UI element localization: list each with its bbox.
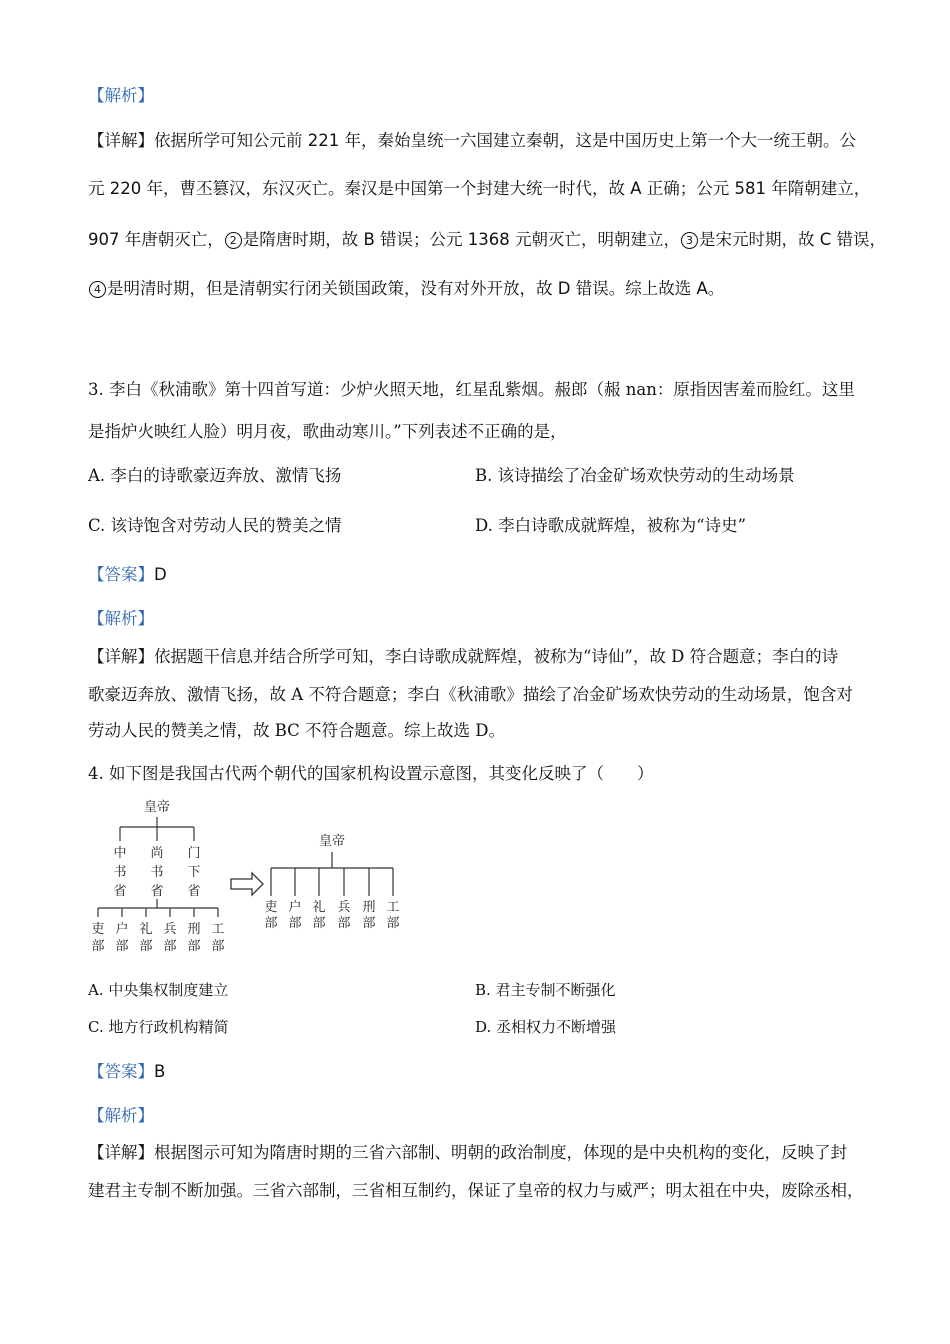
circled-number: 3 xyxy=(681,232,698,249)
svg-text:部: 部 xyxy=(115,939,129,954)
left-province-label xyxy=(113,845,126,899)
q4-answer: 【答案】B xyxy=(88,1062,166,1081)
q3-analysis-label: 【解析】 xyxy=(88,609,154,628)
q3-stem-line-1: 3. 李白《秋浦歌》第十四首写道：少炉火照天地，红星乱紫烟。赧郎（赧 nan：原指因害羞而脸红。这里 xyxy=(88,380,855,399)
svg-text:省: 省 xyxy=(113,884,127,899)
left-ministry-label xyxy=(187,922,200,954)
q2-detail-line-1: 【详解】依据所学可知公元前 221 年，秦始皇统一六国建立秦朝，这是中国历史上第一个大一统王朝。公 xyxy=(88,131,856,150)
svg-text:礼: 礼 xyxy=(312,900,326,915)
svg-text:部: 部 xyxy=(288,916,302,931)
q4-detail-line-2: 建君主专制不断加强。三省六部制，三省相互制约，保证了皇帝的权力与威严；明太祖在中央，废除丞相， xyxy=(88,1181,864,1200)
svg-text:刑: 刑 xyxy=(187,922,201,937)
svg-text:部: 部 xyxy=(264,916,278,931)
left-province-label xyxy=(187,846,200,899)
svg-text:省: 省 xyxy=(187,884,201,899)
svg-text:部: 部 xyxy=(91,939,105,954)
svg-text:礼: 礼 xyxy=(139,922,153,937)
svg-text:部: 部 xyxy=(312,916,326,931)
svg-text:部: 部 xyxy=(337,916,351,931)
svg-text:兵: 兵 xyxy=(337,900,351,915)
svg-text:书: 书 xyxy=(150,865,164,880)
left-ministry-label xyxy=(115,922,128,954)
svg-text:工: 工 xyxy=(211,922,225,937)
svg-text:门: 门 xyxy=(187,846,201,861)
q3-detail-line-2: 歌豪迈奔放、激情飞扬，故 A 不符合题意；李白《秋浦歌》描绘了冶金矿场欢快劳动的生动场景，饱含对 xyxy=(88,685,853,704)
svg-text:下: 下 xyxy=(187,865,201,880)
q4-option-a: A. 中央集权制度建立 xyxy=(88,981,229,999)
left-ministry-label xyxy=(163,922,176,954)
circled-number: 2 xyxy=(225,232,242,249)
q3-answer: 【答案】D xyxy=(88,565,167,584)
right-ministry-label xyxy=(337,900,350,931)
svg-text:部: 部 xyxy=(211,939,225,954)
q2-detail-line-4: 4 是明清时期，但是清朝实行闭关锁国政策，没有对外开放，故 D 错误。综上故选 A。 xyxy=(88,275,724,299)
right-ministry-label xyxy=(362,900,375,931)
q3-option-a: A. 李白的诗歌豪迈奔放、激情飞扬 xyxy=(88,466,342,485)
svg-text:兵: 兵 xyxy=(163,922,177,937)
svg-text:部: 部 xyxy=(187,939,201,954)
q4-option-d: D. 丞相权力不断增强 xyxy=(475,1018,617,1036)
q4-stem: 4. 如下图是我国古代两个朝代的国家机构设置示意图，其变化反映了（ ） xyxy=(88,764,654,783)
svg-text:部: 部 xyxy=(139,939,153,954)
left-ministry-label xyxy=(91,921,104,954)
left-ministry-label xyxy=(211,922,224,954)
svg-text:户: 户 xyxy=(288,900,302,915)
svg-text:省: 省 xyxy=(150,884,164,899)
q3-detail-line-3: 劳动人民的赞美之情，故 BC 不符合题意。综上故选 D。 xyxy=(88,721,506,740)
left-ministry-label xyxy=(139,922,152,954)
svg-text:吏: 吏 xyxy=(264,900,278,915)
q3-option-d: D. 李白诗歌成就辉煌，被称为“诗史” xyxy=(475,516,747,535)
q3-option-b: B. 该诗描绘了冶金矿场欢快劳动的生动场景 xyxy=(475,466,795,485)
q2-analysis-label: 【解析】 xyxy=(88,86,154,105)
right-ministry-label xyxy=(264,899,277,931)
right-ministry-label xyxy=(288,900,301,931)
right-ministry-label xyxy=(312,900,325,931)
q4-detail-line-1: 【详解】根据图示可知为隋唐时期的三省六部制、明朝的政治制度，体现的是中央机构的变化，反映了封 xyxy=(88,1143,847,1162)
svg-text:部: 部 xyxy=(362,916,376,931)
right-ministry-label xyxy=(386,900,399,931)
right-emperor-label: 皇帝 xyxy=(318,834,346,849)
svg-text:部: 部 xyxy=(163,939,177,954)
q3-stem-line-2: 是指炉火映红人脸）明月夜，歌曲动寒川。”下列表述不正确的是， xyxy=(88,422,567,441)
svg-text:工: 工 xyxy=(386,900,400,915)
q2-detail-line-3: 907 年唐朝灭亡， 2 是隋唐时期，故 B 错误；公元 1368 元朝灭亡，明朝建立， 3 是宋元时期，故 C 错误， xyxy=(88,230,887,249)
q3-detail-line-1: 【详解】依据题干信息并结合所学可知，李白诗歌成就辉煌，被称为“诗仙”，故 D 符合题意；李白的诗 xyxy=(88,647,839,666)
circled-number: 4 xyxy=(89,281,106,298)
q4-diagram xyxy=(88,795,418,970)
svg-text:中: 中 xyxy=(113,846,127,861)
q2-detail-line-2: 元 220 年，曹丕篡汉，东汉灭亡。秦汉是中国第一个封建大统一时代，故 A 正确；公元 581 年隋朝建立， xyxy=(88,179,871,198)
svg-text:户: 户 xyxy=(115,922,129,937)
left-emperor-label: 皇帝 xyxy=(143,800,171,815)
q4-option-c: C. 地方行政机构精简 xyxy=(88,1018,229,1036)
svg-text:部: 部 xyxy=(386,916,400,931)
svg-text:吏: 吏 xyxy=(91,922,105,937)
svg-text:尚: 尚 xyxy=(150,846,164,861)
arrow-right-icon xyxy=(231,873,263,895)
q4-analysis-label: 【解析】 xyxy=(88,1106,154,1125)
svg-text:书: 书 xyxy=(113,865,127,880)
q3-option-c: C. 该诗饱含对劳动人民的赞美之情 xyxy=(88,516,342,535)
svg-text:刑: 刑 xyxy=(362,900,376,915)
left-province-label xyxy=(150,845,163,899)
q4-option-b: B. 君主专制不断强化 xyxy=(475,981,616,999)
